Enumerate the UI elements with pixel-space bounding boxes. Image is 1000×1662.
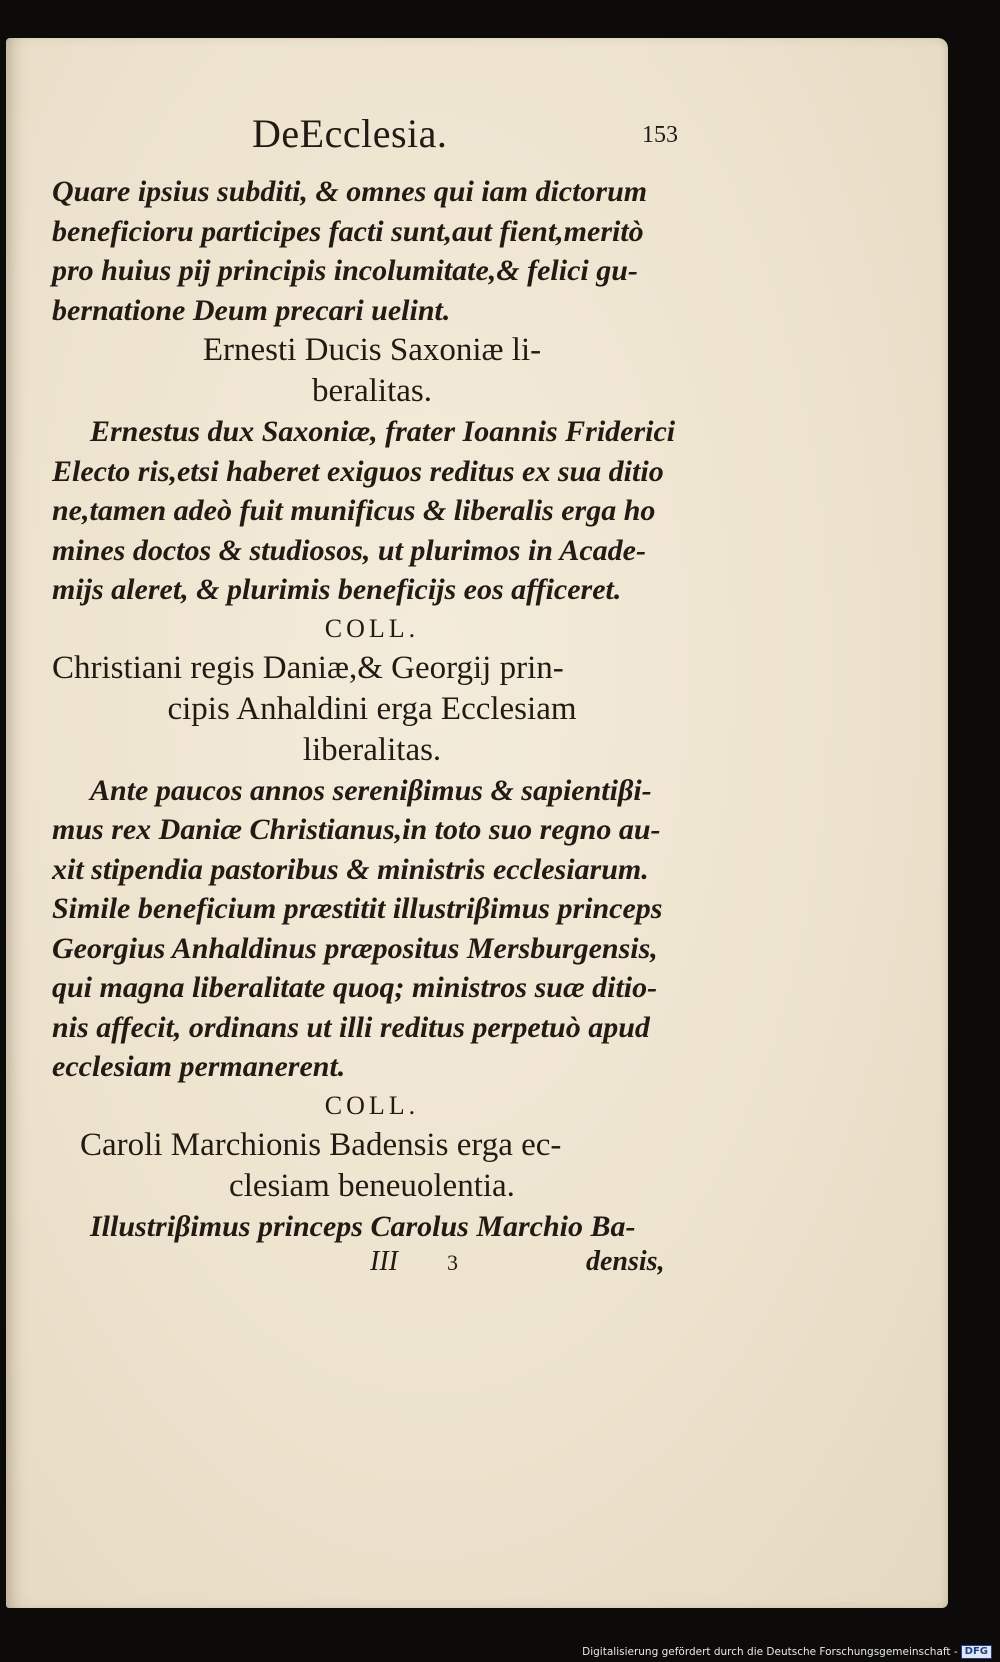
coll-marker: COLL. (324, 613, 420, 643)
text-line: ecclesiam permanerent. (52, 1050, 346, 1083)
coll-marker: COLL. (324, 1090, 420, 1120)
paragraph-4 (52, 1207, 692, 1247)
heading-line: Ernesti Ducis Saxoniæ li- (202, 332, 542, 368)
text-line: qui magna liberalitate quoq; ministros suæ ditio- (52, 971, 658, 1004)
text-line: Illustriβimus princeps Carolus Marchio Ba- (90, 1209, 636, 1243)
paragraph-3 (52, 771, 692, 1087)
heading-line: clesiam beneuolentia. (229, 1167, 515, 1204)
text-block (52, 110, 692, 1286)
text-line: xit stipendia pastoribus & ministris ecclesiarum. (52, 852, 649, 886)
text-line: ne,tamen adeò fuit munificus & liberalis erga ho (52, 494, 656, 527)
catchword: densis, (586, 1246, 665, 1277)
funding-note: Digitalisierung gefördert durch die Deutsche Forschungsgemeinschaft - (582, 1646, 958, 1658)
text-line: Simile beneficium præstitit illustriβimus princeps (52, 892, 663, 925)
text-line: bernatione Deum precari uelint. (52, 293, 451, 327)
dfg-logo-icon: DFG (961, 1645, 992, 1659)
heading-line: Christiani regis Daniæ,& Georgij prin- (52, 649, 564, 686)
text-line: Quare ipsius subditi, & omnes qui iam dictorum (52, 175, 648, 208)
text-line: mijs aleret, & plurimis beneficijs eos afficeret. (52, 573, 622, 606)
text-line: mines doctos & studiosos, ut plurimos in Acade- (52, 533, 646, 567)
heading-line: liberalitas. (302, 731, 442, 768)
text-line: mus rex Daniæ Christianus,in toto suo regno au- (52, 813, 661, 846)
paragraph-2 (52, 412, 692, 610)
funding-footer (582, 1645, 992, 1659)
signature-line (52, 1246, 692, 1286)
book-page (6, 38, 948, 1608)
text-line: beneficioru participes facti sunt,aut fient,meritò (52, 214, 644, 248)
section-heading-ernesti (52, 330, 692, 412)
running-head (52, 110, 692, 172)
text-line: Electo ris,etsi haberet exiguos reditus ex sua ditio (52, 454, 664, 488)
section-heading-caroli (52, 1125, 692, 1207)
section-heading-christiani (52, 648, 692, 771)
page-number: 153 (642, 122, 678, 148)
text-line: Georgius Anhaldinus præpositus Mersburgensis, (52, 931, 658, 965)
running-title: DeEcclesia. (252, 111, 448, 156)
text-line: Ernestus dux Saxoniæ, frater Ioannis Friderici (90, 415, 676, 448)
text-line: nis affecit, ordinans ut illi reditus perpetuò apud (52, 1010, 650, 1044)
signature-mark: III (370, 1246, 398, 1277)
text-line: pro huius pij principis incolumitate,& felici gu- (52, 254, 638, 287)
heading-line: Caroli Marchionis Badensis erga ec- (80, 1126, 562, 1163)
paragraph-1 (52, 172, 692, 330)
text-line: Ante paucos annos sereniβimus & sapientiβi- (90, 773, 652, 807)
heading-line: beralitas. (311, 373, 433, 409)
heading-line: cipis Anhaldini erga Ecclesiam (167, 690, 577, 727)
signature-number: 3 (447, 1250, 458, 1275)
